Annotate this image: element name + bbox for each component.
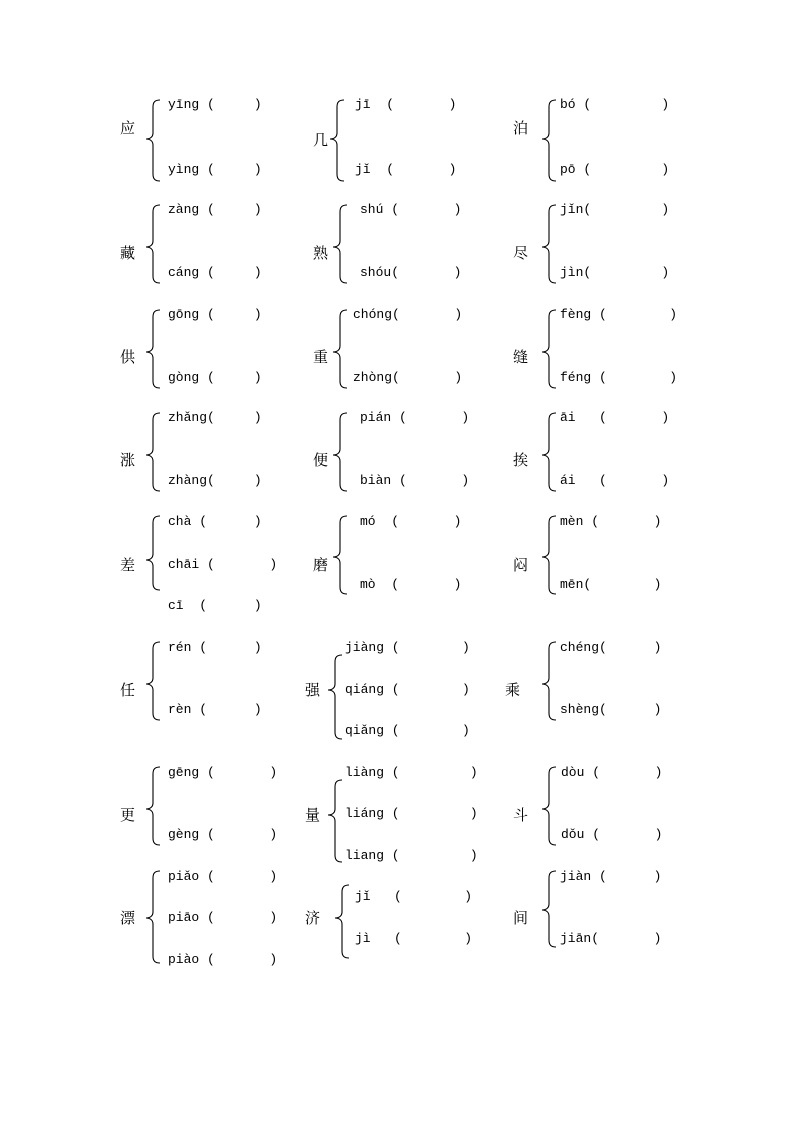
brace bbox=[541, 641, 557, 721]
pinyin-answer-line: chéng( ) bbox=[560, 640, 662, 655]
polyphone-character: 尽 bbox=[513, 244, 529, 262]
brace bbox=[145, 515, 161, 591]
brace bbox=[541, 204, 557, 284]
polyphone-character: 闷 bbox=[513, 556, 529, 574]
brace bbox=[541, 515, 557, 595]
polyphone-character: 乘 bbox=[505, 681, 521, 699]
pinyin-answer-line: zhǎng( ) bbox=[168, 410, 262, 425]
pinyin-answer-line: jìn( ) bbox=[560, 265, 670, 280]
pinyin-answer-line: pō ( ) bbox=[560, 162, 670, 177]
pinyin-answer-line: qiǎng ( ) bbox=[345, 723, 470, 738]
pinyin-answer-line: cī ( ) bbox=[168, 598, 262, 613]
brace bbox=[145, 204, 161, 284]
brace bbox=[327, 654, 343, 740]
pinyin-answer-line: mó ( ) bbox=[360, 514, 462, 529]
polyphone-character: 挨 bbox=[513, 451, 529, 469]
pinyin-answer-line: yìng ( ) bbox=[168, 162, 262, 177]
pinyin-answer-line: bó ( ) bbox=[560, 97, 670, 112]
polyphone-character: 间 bbox=[513, 909, 529, 927]
polyphone-character: 任 bbox=[120, 681, 136, 699]
polyphone-character: 涨 bbox=[120, 451, 136, 469]
brace bbox=[332, 309, 348, 389]
pinyin-answer-line: qiáng ( ) bbox=[345, 682, 470, 697]
pinyin-answer-line: shóu( ) bbox=[360, 265, 462, 280]
pinyin-answer-line: pián ( ) bbox=[360, 410, 470, 425]
brace bbox=[332, 515, 348, 595]
pinyin-answer-line: chóng( ) bbox=[353, 307, 463, 322]
pinyin-answer-line: rèn ( ) bbox=[168, 702, 262, 717]
pinyin-answer-line: cáng ( ) bbox=[168, 265, 262, 280]
polyphone-character: 强 bbox=[305, 681, 321, 699]
pinyin-answer-line: jǐ ( ) bbox=[355, 889, 473, 904]
brace bbox=[145, 641, 161, 721]
pinyin-answer-line: jǐn( ) bbox=[560, 202, 670, 217]
polyphone-character: 磨 bbox=[313, 556, 329, 574]
brace bbox=[332, 204, 348, 284]
brace bbox=[145, 870, 161, 964]
pinyin-answer-line: mēn( ) bbox=[560, 577, 662, 592]
brace bbox=[541, 309, 557, 389]
pinyin-answer-line: jī ( ) bbox=[355, 97, 457, 112]
pinyin-answer-line: shèng( ) bbox=[560, 702, 662, 717]
pinyin-answer-line: dǒu ( ) bbox=[561, 827, 663, 842]
brace bbox=[145, 309, 161, 389]
brace bbox=[145, 99, 161, 182]
pinyin-answer-line: fèng ( ) bbox=[560, 307, 678, 322]
polyphone-character: 缝 bbox=[513, 348, 529, 366]
polyphone-character: 差 bbox=[120, 556, 136, 574]
pinyin-answer-line: chà ( ) bbox=[168, 514, 262, 529]
brace bbox=[145, 766, 161, 846]
brace bbox=[329, 99, 345, 182]
polyphone-character: 重 bbox=[313, 348, 329, 366]
pinyin-answer-line: zàng ( ) bbox=[168, 202, 262, 217]
pinyin-answer-line: liàng ( ) bbox=[345, 765, 478, 780]
brace bbox=[541, 766, 557, 846]
pinyin-answer-line: shú ( ) bbox=[360, 202, 462, 217]
pinyin-answer-line: liáng ( ) bbox=[345, 806, 478, 821]
brace bbox=[327, 779, 343, 863]
polyphone-character: 量 bbox=[305, 806, 321, 824]
polyphone-character: 济 bbox=[305, 909, 321, 927]
polyphone-character: 便 bbox=[313, 451, 329, 469]
pinyin-answer-line: gòng ( ) bbox=[168, 370, 262, 385]
pinyin-answer-line: jiàn ( ) bbox=[560, 869, 662, 884]
pinyin-answer-line: liang ( ) bbox=[345, 848, 478, 863]
brace bbox=[332, 412, 348, 492]
polyphone-character: 泊 bbox=[513, 119, 529, 137]
pinyin-answer-line: ái ( ) bbox=[560, 473, 670, 488]
brace bbox=[334, 884, 350, 959]
pinyin-answer-line: mò ( ) bbox=[360, 577, 462, 592]
pinyin-answer-line: féng ( ) bbox=[560, 370, 678, 385]
polyphone-character: 供 bbox=[120, 348, 136, 366]
polyphone-character: 藏 bbox=[120, 244, 136, 262]
pinyin-answer-line: jiān( ) bbox=[560, 931, 662, 946]
pinyin-answer-line: rén ( ) bbox=[168, 640, 262, 655]
pinyin-answer-line: chāi ( ) bbox=[168, 557, 278, 572]
polyphone-character: 熟 bbox=[313, 244, 329, 262]
pinyin-answer-line: gēng ( ) bbox=[168, 765, 278, 780]
brace bbox=[541, 412, 557, 492]
pinyin-answer-line: piǎo ( ) bbox=[168, 869, 278, 884]
pinyin-answer-line: gèng ( ) bbox=[168, 827, 278, 842]
brace bbox=[541, 870, 557, 948]
pinyin-answer-line: mèn ( ) bbox=[560, 514, 662, 529]
pinyin-answer-line: dòu ( ) bbox=[561, 765, 663, 780]
pinyin-answer-line: gōng ( ) bbox=[168, 307, 262, 322]
pinyin-answer-line: jǐ ( ) bbox=[355, 162, 457, 177]
polyphone-character: 斗 bbox=[513, 806, 529, 824]
pinyin-answer-line: zhòng( ) bbox=[353, 370, 463, 385]
pinyin-answer-line: biàn ( ) bbox=[360, 473, 470, 488]
brace bbox=[541, 99, 557, 182]
polyphone-character: 应 bbox=[120, 119, 136, 137]
pinyin-answer-line: yīng ( ) bbox=[168, 97, 262, 112]
pinyin-answer-line: jì ( ) bbox=[355, 931, 473, 946]
pinyin-answer-line: zhàng( ) bbox=[168, 473, 262, 488]
polyphone-character: 漂 bbox=[120, 909, 136, 927]
pinyin-answer-line: jiàng ( ) bbox=[345, 640, 470, 655]
pinyin-answer-line: piào ( ) bbox=[168, 952, 278, 967]
polyphone-character: 更 bbox=[120, 806, 136, 824]
polyphone-character: 几 bbox=[313, 131, 329, 149]
pinyin-answer-line: āi ( ) bbox=[560, 410, 670, 425]
pinyin-answer-line: piāo ( ) bbox=[168, 910, 278, 925]
brace bbox=[145, 412, 161, 492]
